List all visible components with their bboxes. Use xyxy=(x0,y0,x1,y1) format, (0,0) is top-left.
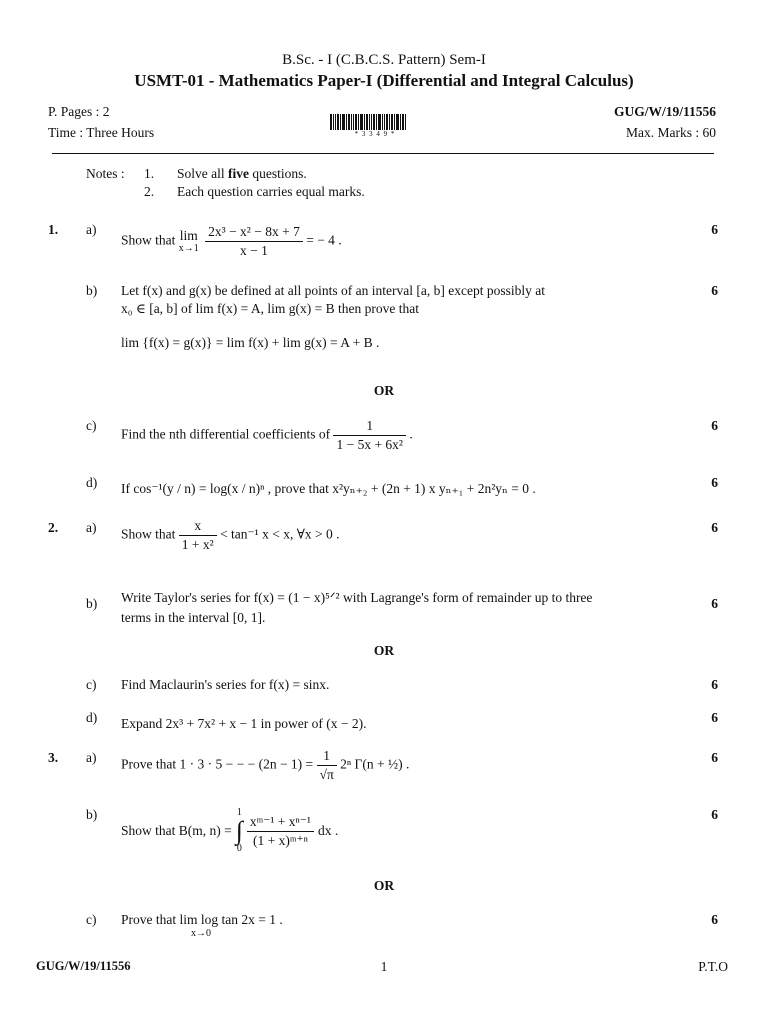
q3b-text: Show that B(m, n) = 1 ∫ 0 $\frac{\text{xᵐ⁻¹ + xⁿ⁻¹}}{\text{(1 + x)ᵐ⁺ⁿ}}$ dx . xyxy=(121,807,339,854)
barcode-icon xyxy=(330,114,420,130)
q2b-marks: 6 xyxy=(711,596,718,611)
q2a-label: a) xyxy=(86,520,97,535)
q1b-line2: x₀ ∈ [a, b] of lim f(x) = A, lim g(x) = B then prove that xyxy=(121,301,419,316)
q1b-label: b) xyxy=(86,283,98,298)
q3b-marks: 6 xyxy=(711,807,718,822)
course-line: B.Sc. - I (C.B.C.S. Pattern) Sem-I xyxy=(282,52,486,68)
paper-title: USMT-01 - Mathematics Paper-I (Differential and Integral Calculus) xyxy=(134,71,634,90)
q3c-marks: 6 xyxy=(711,912,718,927)
page-count: P. Pages : 2 xyxy=(48,104,110,119)
q3c-label: c) xyxy=(86,912,97,927)
footer-code: GUG/W/19/11556 xyxy=(36,959,131,973)
q2d-text: Expand 2x³ + 7x² + x − 1 in power of (x − 2). xyxy=(121,716,367,731)
q2a-marks: 6 xyxy=(711,520,718,535)
note-2: Each question carries equal marks. xyxy=(177,184,365,199)
q2d-label: d) xyxy=(86,710,98,725)
or-divider-1: OR xyxy=(373,383,395,398)
q2b-line2: terms in the interval [0, 1]. xyxy=(121,610,266,625)
or-divider-3: OR xyxy=(373,878,395,893)
page-number: 1 xyxy=(380,959,388,974)
q1a-label: a) xyxy=(86,222,97,237)
integral-sign: 1 ∫ 0 xyxy=(235,807,243,854)
note-1: Solve all five questions. xyxy=(177,166,307,181)
q1d-label: d) xyxy=(86,475,98,490)
q3a-text: Prove that 1 · 3 · 5 − − − (2n − 1) = $\frac{1}{√\pi}$ 2ⁿ Γ(n + ½) . xyxy=(121,748,410,782)
q2c-text: Find Maclaurin's series for f(x) = sinx. xyxy=(121,677,330,692)
q1d-text: If cos⁻¹(y / n) = log(x / n)ⁿ , prove that x²yₙ₊₂ + (2n + 1) x yₙ₊₁ + 2n²yₙ = 0 . xyxy=(121,481,536,496)
max-marks: Max. Marks : 60 xyxy=(626,125,716,140)
q2d-marks: 6 xyxy=(711,710,718,725)
q1a-text: Show that lim x→1 $\frac{\text{2x³ − x² − 8x + 7}}{x - 1}$ = − 4 . xyxy=(121,224,342,258)
q2b-line1: Write Taylor's series for f(x) = (1 − x)⁵ᐟ² with Lagrange's form of remainder up to three xyxy=(121,590,593,605)
q3b-label: b) xyxy=(86,807,98,822)
question-3-number: 3. xyxy=(48,750,59,765)
or-divider-2: OR xyxy=(373,643,395,658)
q2a-text: Show that $\frac{x}{\text{1 + x²}}$ < tan⁻¹ x < x, ∀x > 0 . xyxy=(121,518,340,552)
pto-label: P.T.O xyxy=(698,959,728,974)
q2c-marks: 6 xyxy=(711,677,718,692)
barcode-text: * 3 3 4 9 * xyxy=(354,130,396,138)
q3c-text: Prove that lim log tan 2x = 1 . x→0 xyxy=(121,912,283,939)
question-1-number: 1. xyxy=(48,222,59,237)
q3a-label: a) xyxy=(86,750,97,765)
q2c-label: c) xyxy=(86,677,97,692)
question-2-number: 2. xyxy=(48,520,59,535)
q3a-marks: 6 xyxy=(711,750,718,765)
notes-label: Notes : xyxy=(86,166,125,181)
q1a-marks: 6 xyxy=(711,222,718,237)
separator-line xyxy=(52,153,714,154)
barcode xyxy=(330,114,420,138)
q1b-line1: Let f(x) and g(x) be defined at all points of an interval [a, b] except possibly at xyxy=(121,283,545,298)
exam-time: Time : Three Hours xyxy=(48,125,155,140)
q2b-label: b) xyxy=(86,596,98,611)
q1b-marks: 6 xyxy=(711,283,718,298)
q1c-text: Find the nth differential coefficients of $\frac{1}{\text{1 − 5x + 6x²}}$ . xyxy=(121,418,413,452)
note-2-number: 2. xyxy=(144,184,155,199)
q1d-marks: 6 xyxy=(711,475,718,490)
note-1-number: 1. xyxy=(144,166,155,181)
paper-code: GUG/W/19/11556 xyxy=(613,104,716,119)
q1b-line3: lim {f(x) = g(x)} = lim f(x) + lim g(x) = A + B . xyxy=(121,335,380,350)
q1c-marks: 6 xyxy=(711,418,718,433)
q1c-label: c) xyxy=(86,418,97,433)
